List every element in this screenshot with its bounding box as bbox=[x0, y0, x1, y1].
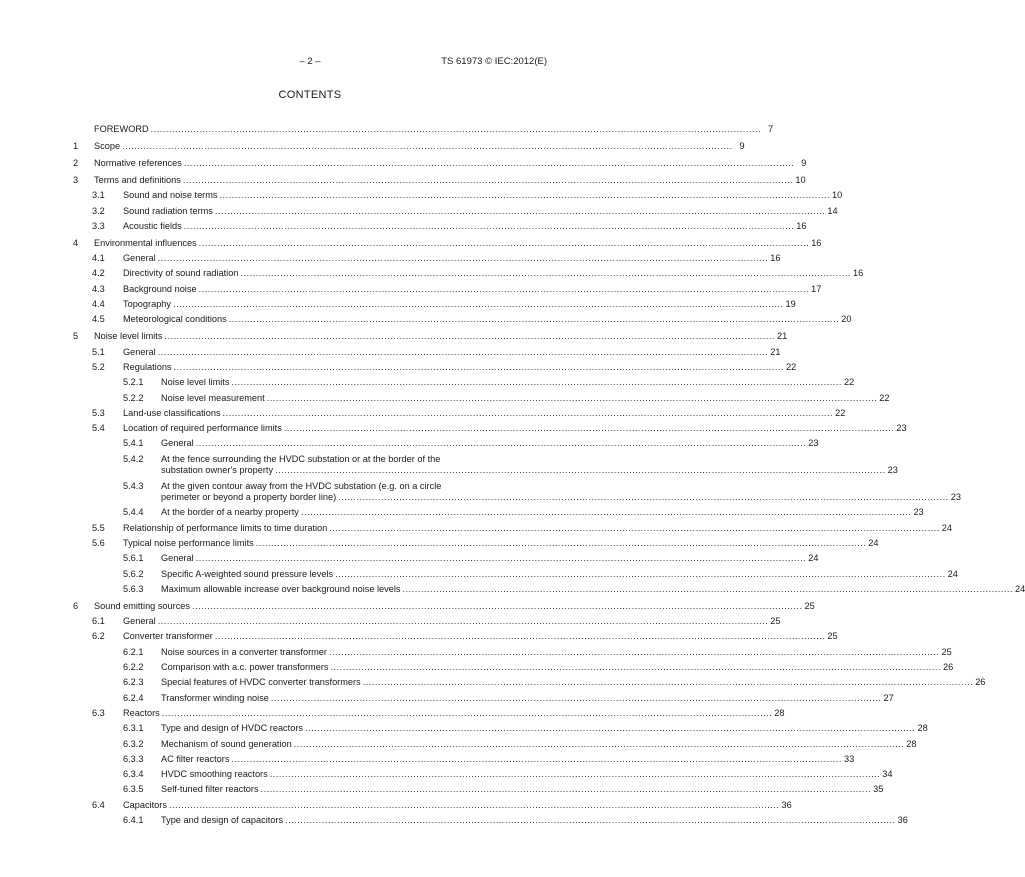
toc-entry-title: FOREWORD bbox=[94, 124, 149, 134]
toc-dot-leader bbox=[363, 677, 974, 689]
toc-entry[interactable] bbox=[73, 600, 815, 613]
toc-entry-page: 21 bbox=[776, 331, 788, 342]
page-title: CONTENTS bbox=[278, 89, 342, 101]
toc-entry-page: 16 bbox=[811, 237, 822, 248]
toc-entry-title: Converter transformer bbox=[123, 631, 213, 642]
toc-entry[interactable] bbox=[73, 677, 986, 689]
toc-entry-title: Relationship of performance limits to time duration bbox=[123, 522, 328, 533]
toc-entry-title: Specific A-weighted sound pressure levels bbox=[161, 568, 334, 579]
toc-entry-page: 9 bbox=[739, 141, 745, 151]
toc-entry-title: Background noise bbox=[123, 283, 197, 294]
toc-entry-title: At the border of a nearby property bbox=[161, 507, 299, 518]
toc-entry-page: 22 bbox=[843, 377, 855, 388]
toc-entry[interactable] bbox=[73, 583, 1025, 596]
toc-dot-leader bbox=[196, 553, 807, 565]
toc-entry-title: Environmental influences bbox=[94, 237, 197, 248]
toc-entry-title: Normative references bbox=[94, 158, 182, 168]
toc-entry-page: 9 bbox=[801, 158, 807, 168]
toc-dot-leader bbox=[275, 465, 886, 477]
toc-dot-leader bbox=[220, 190, 831, 202]
toc-entry[interactable] bbox=[73, 346, 781, 359]
toc-dot-leader bbox=[215, 631, 826, 643]
toc-entry-number: 4.4 bbox=[92, 299, 105, 310]
toc-dot-leader bbox=[122, 141, 733, 153]
toc-entry-title: Mechanism of sound generation bbox=[161, 738, 292, 749]
toc-entry[interactable] bbox=[73, 237, 822, 250]
toc-entry-title: Capacitors bbox=[123, 799, 167, 810]
toc-entry-number: 5.6.3 bbox=[123, 583, 144, 594]
toc-entry-title: Sound radiation terms bbox=[123, 205, 213, 216]
toc-dot-leader bbox=[215, 206, 826, 218]
toc-entry-page: 16 bbox=[770, 253, 781, 264]
toc-entry-title: HVDC smoothing reactors bbox=[161, 769, 268, 780]
toc-entry-title: General bbox=[161, 553, 194, 564]
toc-entry-title: Directivity of sound radiation bbox=[123, 268, 239, 279]
toc-entry[interactable] bbox=[73, 268, 864, 280]
toc-dot-leader bbox=[169, 800, 780, 812]
toc-dot-leader bbox=[192, 601, 803, 613]
toc-entry-number: 6.3 bbox=[92, 707, 105, 718]
toc-entry-title: Noise level limits bbox=[161, 377, 230, 388]
page-header bbox=[0, 56, 620, 70]
toc-entry-page: 26 bbox=[943, 662, 954, 673]
toc-entry-title: Sound and noise terms bbox=[123, 190, 218, 201]
toc-entry-number: 4.2 bbox=[92, 268, 105, 279]
toc-entry-number: 5.2.1 bbox=[123, 377, 144, 388]
toc-entry[interactable] bbox=[73, 616, 781, 628]
toc-dot-leader bbox=[267, 393, 878, 405]
toc-entry[interactable] bbox=[73, 205, 838, 218]
toc-entry-number: 6.3.2 bbox=[123, 738, 144, 749]
toc-entry-page: 23 bbox=[808, 438, 819, 449]
toc-entry[interactable] bbox=[73, 438, 819, 450]
toc-dot-leader bbox=[301, 507, 912, 519]
toc-entry-page: 28 bbox=[906, 738, 917, 749]
toc-entry-number: 3.1 bbox=[92, 190, 105, 201]
toc-entry-page: 25 bbox=[804, 600, 815, 611]
toc-entry-title: Land-use classifications bbox=[123, 407, 221, 418]
toc-entry[interactable] bbox=[73, 814, 908, 827]
toc-entry-title-continuation: perimeter or beyond a property border line) bbox=[161, 492, 337, 503]
toc-entry-page: 36 bbox=[781, 799, 792, 810]
toc-dot-leader bbox=[158, 253, 769, 265]
toc-dot-leader bbox=[256, 538, 867, 550]
toc-entry[interactable] bbox=[73, 692, 894, 705]
toc-entry-page: 10 bbox=[795, 175, 806, 185]
toc-dot-leader bbox=[329, 523, 940, 535]
toc-entry-number: 6.2.4 bbox=[123, 692, 144, 703]
toc-entry-number: 4.3 bbox=[92, 283, 105, 294]
toc-entry-page: 24 bbox=[868, 537, 879, 548]
toc-entry-page: 23 bbox=[950, 492, 961, 503]
toc-entry-page: 36 bbox=[897, 814, 908, 825]
document-reference: TS 61973 © IEC:2012(E) bbox=[441, 56, 547, 67]
toc-entry-title-continuation: substation owner's property bbox=[161, 465, 274, 476]
toc-entry[interactable] bbox=[73, 723, 928, 735]
toc-entry[interactable] bbox=[73, 799, 792, 812]
toc-entry-title: Reactors bbox=[123, 707, 160, 718]
toc-entry[interactable] bbox=[73, 407, 846, 420]
toc-entry-number: 5.6.2 bbox=[123, 568, 144, 579]
toc-entry-page: 7 bbox=[768, 124, 774, 134]
toc-entry-number: 6.1 bbox=[92, 616, 105, 627]
toc-entry-title: AC filter reactors bbox=[161, 753, 230, 764]
toc-entry-number: 5.2.2 bbox=[123, 392, 144, 403]
toc-entry-title: General bbox=[123, 253, 156, 264]
toc-entry-number: 6.3.4 bbox=[123, 769, 144, 780]
toc-dot-leader bbox=[164, 331, 775, 343]
toc-entry[interactable] bbox=[73, 537, 879, 550]
toc-entry-page: 24 bbox=[947, 568, 958, 579]
toc-entry-title: Regulations bbox=[123, 361, 172, 372]
toc-entry-title-block bbox=[161, 453, 898, 477]
toc-entry-title: Comparison with a.c. power transformers bbox=[161, 662, 329, 673]
toc-entry-number: 5.1 bbox=[92, 346, 105, 357]
toc-entry-page: 33 bbox=[843, 753, 855, 764]
toc-dot-leader bbox=[229, 314, 840, 326]
toc-dot-leader bbox=[261, 784, 872, 796]
toc-entry-page: 24 bbox=[808, 553, 819, 564]
toc-entry-number: 5.5 bbox=[92, 522, 105, 533]
toc-dot-leader bbox=[158, 616, 769, 628]
toc-entry-title: At the given contour away from the HVDC substation (e.g. on a circle bbox=[161, 480, 442, 491]
toc-dot-leader bbox=[338, 492, 949, 504]
toc-entry-number: 5.6 bbox=[92, 537, 105, 548]
toc-dot-leader bbox=[231, 754, 842, 766]
toc-entry-number: 6.2 bbox=[92, 631, 105, 642]
toc-dot-leader bbox=[158, 347, 769, 359]
toc-entry-page: 10 bbox=[832, 190, 843, 201]
toc-entry-number: 3.2 bbox=[92, 205, 105, 216]
toc-entry[interactable] bbox=[73, 568, 958, 581]
toc-dot-leader bbox=[173, 299, 784, 311]
toc-entry-number: 5 bbox=[73, 331, 79, 342]
toc-dot-leader bbox=[271, 693, 882, 705]
toc-entry-title: Maximum allowable increase over background noise levels bbox=[161, 583, 401, 594]
toc-entry-title: Typical noise performance limits bbox=[123, 537, 254, 548]
toc-dot-leader bbox=[184, 158, 795, 170]
toc-entry-page: 28 bbox=[774, 707, 785, 718]
toc-entry[interactable] bbox=[73, 423, 907, 435]
toc-entry[interactable] bbox=[73, 784, 884, 796]
toc-entry-number: 1 bbox=[73, 141, 79, 151]
page-number: – 2 – bbox=[299, 56, 321, 67]
toc-entry-page: 16 bbox=[796, 220, 807, 231]
toc-entry-title: At the fence surrounding the HVDC substation or at the border of the bbox=[161, 453, 441, 464]
toc-entry-number: 5.3 bbox=[92, 407, 105, 418]
toc-entry[interactable] bbox=[73, 314, 852, 326]
toc-entry-number: 6.3.1 bbox=[123, 723, 144, 734]
toc-entry-number: 3 bbox=[73, 175, 79, 185]
toc-entry-page: 23 bbox=[913, 507, 924, 518]
toc-entry-title: Type and design of HVDC reactors bbox=[161, 723, 303, 734]
toc-dot-leader bbox=[196, 438, 807, 450]
toc-entry[interactable] bbox=[73, 361, 797, 374]
toc-entry[interactable] bbox=[73, 331, 788, 343]
toc-dot-leader bbox=[184, 221, 795, 233]
toc-entry-page: 24 bbox=[1015, 583, 1025, 594]
toc-entry[interactable] bbox=[73, 553, 819, 565]
toc-entry-page: 25 bbox=[827, 631, 838, 642]
toc-entry-title: Self-tuned filter reactors bbox=[161, 784, 259, 795]
toc-dot-leader bbox=[174, 362, 785, 374]
toc-dot-leader bbox=[305, 723, 916, 735]
toc-entry-page: 14 bbox=[827, 205, 838, 216]
toc-entry-page: 34 bbox=[882, 769, 893, 780]
toc-entry-title: Noise sources in a converter transformer bbox=[161, 646, 327, 657]
toc-entry-title: General bbox=[123, 346, 156, 357]
toc-entry-page: 26 bbox=[975, 677, 986, 688]
toc-entry-title: Transformer winding noise bbox=[161, 692, 269, 703]
toc-entry-number: 6.4 bbox=[92, 799, 105, 810]
toc-entry-title: Acoustic fields bbox=[123, 220, 182, 231]
toc-entry[interactable] bbox=[73, 507, 924, 519]
toc-entry-number: 2 bbox=[73, 158, 79, 168]
toc-entry-page: 23 bbox=[896, 423, 907, 434]
toc-entry-number: 6.4.1 bbox=[123, 814, 144, 825]
toc-entry-number: 6 bbox=[73, 600, 79, 611]
toc-entry-number: 6.2.3 bbox=[123, 677, 144, 688]
toc-entry[interactable] bbox=[73, 124, 774, 136]
toc-entry-number: 5.6.1 bbox=[123, 553, 144, 564]
toc-entry-page: 27 bbox=[883, 692, 894, 703]
toc-entry[interactable] bbox=[73, 158, 807, 170]
toc-entry[interactable] bbox=[73, 646, 952, 659]
toc-dot-leader bbox=[183, 175, 794, 187]
toc-entry[interactable] bbox=[73, 753, 855, 766]
toc-dot-leader bbox=[285, 815, 896, 827]
toc-entry-title-continuation-row bbox=[161, 492, 961, 504]
toc-entry-title: Noise level limits bbox=[94, 331, 163, 342]
toc-entry[interactable] bbox=[73, 220, 807, 233]
toc-entry-page: 28 bbox=[917, 723, 928, 734]
toc-entry-page: 22 bbox=[786, 361, 797, 372]
toc-dot-leader bbox=[335, 569, 946, 581]
toc-entry-number: 6.3.3 bbox=[123, 753, 144, 764]
toc-entry[interactable] bbox=[73, 253, 781, 265]
toc-entry[interactable] bbox=[73, 480, 961, 504]
toc-dot-leader bbox=[162, 708, 773, 720]
toc-entry-title-continuation-row bbox=[161, 465, 898, 477]
toc-entry-number: 3.3 bbox=[92, 220, 105, 231]
toc-entry-number: 6.3.5 bbox=[123, 784, 144, 795]
toc-entry[interactable] bbox=[73, 631, 838, 643]
toc-entry-title: Terms and definitions bbox=[94, 175, 181, 185]
toc-entry-page: 25 bbox=[941, 646, 952, 657]
toc-entry[interactable] bbox=[73, 141, 745, 153]
toc-dot-leader bbox=[329, 647, 940, 659]
toc-entry-title: General bbox=[123, 616, 156, 627]
toc-entry-page: 23 bbox=[887, 465, 898, 476]
toc-entry-page: 25 bbox=[770, 616, 781, 627]
toc-entry-number: 6.2.1 bbox=[123, 646, 144, 657]
toc-entry-number: 4.5 bbox=[92, 314, 105, 325]
toc-entry-title: Sound emitting sources bbox=[94, 600, 191, 611]
toc-dot-leader bbox=[270, 769, 881, 781]
toc-dot-leader bbox=[199, 238, 810, 250]
toc-entry-number: 5.4.2 bbox=[123, 453, 144, 464]
toc-entry[interactable] bbox=[73, 769, 893, 781]
toc-entry-title: Type and design of capacitors bbox=[161, 814, 284, 825]
toc-entry[interactable] bbox=[73, 662, 954, 674]
toc-entry-page: 24 bbox=[941, 522, 953, 533]
toc-entry-title: Topography bbox=[123, 299, 172, 310]
toc-dot-leader bbox=[231, 377, 842, 389]
toc-entry-title: Location of required performance limits bbox=[123, 423, 282, 434]
toc-dot-leader bbox=[403, 584, 1014, 596]
toc-dot-leader bbox=[240, 268, 851, 280]
toc-entry-page: 20 bbox=[841, 314, 852, 325]
toc-entry-title-block bbox=[161, 480, 961, 504]
toc-entry[interactable] bbox=[73, 299, 796, 311]
toc-entry-number: 5.2 bbox=[92, 361, 105, 372]
toc-entry-page: 16 bbox=[852, 268, 864, 279]
toc-entry-number: 4 bbox=[73, 237, 79, 248]
toc-entry-number: 5.4 bbox=[92, 423, 105, 434]
toc-entry-page: 22 bbox=[835, 407, 846, 418]
toc-entry[interactable] bbox=[73, 738, 917, 751]
toc-dot-leader bbox=[223, 408, 834, 420]
toc-dot-leader bbox=[284, 423, 895, 435]
toc-dot-leader bbox=[151, 124, 762, 136]
toc-entry-number: 5.4.4 bbox=[123, 507, 144, 518]
toc-entry[interactable] bbox=[73, 175, 806, 187]
toc-entry-page: 17 bbox=[811, 283, 822, 294]
toc-entry-title: Meteorological conditions bbox=[123, 314, 227, 325]
toc-entry-page: 35 bbox=[873, 784, 884, 795]
toc-entry-page: 22 bbox=[879, 392, 890, 403]
toc-entry-title: Scope bbox=[94, 141, 121, 151]
toc-entry[interactable] bbox=[73, 453, 898, 477]
toc-entry-title: Special features of HVDC converter transformers bbox=[161, 677, 361, 688]
toc-entry-title: Noise level measurement bbox=[161, 392, 265, 403]
toc-entry-page: 21 bbox=[770, 346, 781, 357]
toc-entry-number: 4.1 bbox=[92, 253, 105, 264]
toc-dot-leader bbox=[294, 739, 905, 751]
toc-entry[interactable] bbox=[73, 190, 843, 202]
toc-dot-leader bbox=[330, 662, 941, 674]
toc-entry[interactable] bbox=[73, 707, 785, 720]
toc-entry-number: 5.4.3 bbox=[123, 480, 144, 491]
toc-dot-leader bbox=[199, 284, 810, 296]
toc-entry[interactable] bbox=[73, 522, 953, 535]
toc-entry-number: 6.2.2 bbox=[123, 662, 144, 673]
toc-entry-number: 5.4.1 bbox=[123, 438, 144, 449]
table-of-contents bbox=[73, 124, 1025, 826]
toc-entry-page: 19 bbox=[785, 299, 796, 310]
toc-entry[interactable] bbox=[73, 377, 855, 389]
toc-entry[interactable] bbox=[73, 283, 822, 296]
toc-entry-title: General bbox=[161, 438, 194, 449]
toc-entry[interactable] bbox=[73, 392, 890, 405]
